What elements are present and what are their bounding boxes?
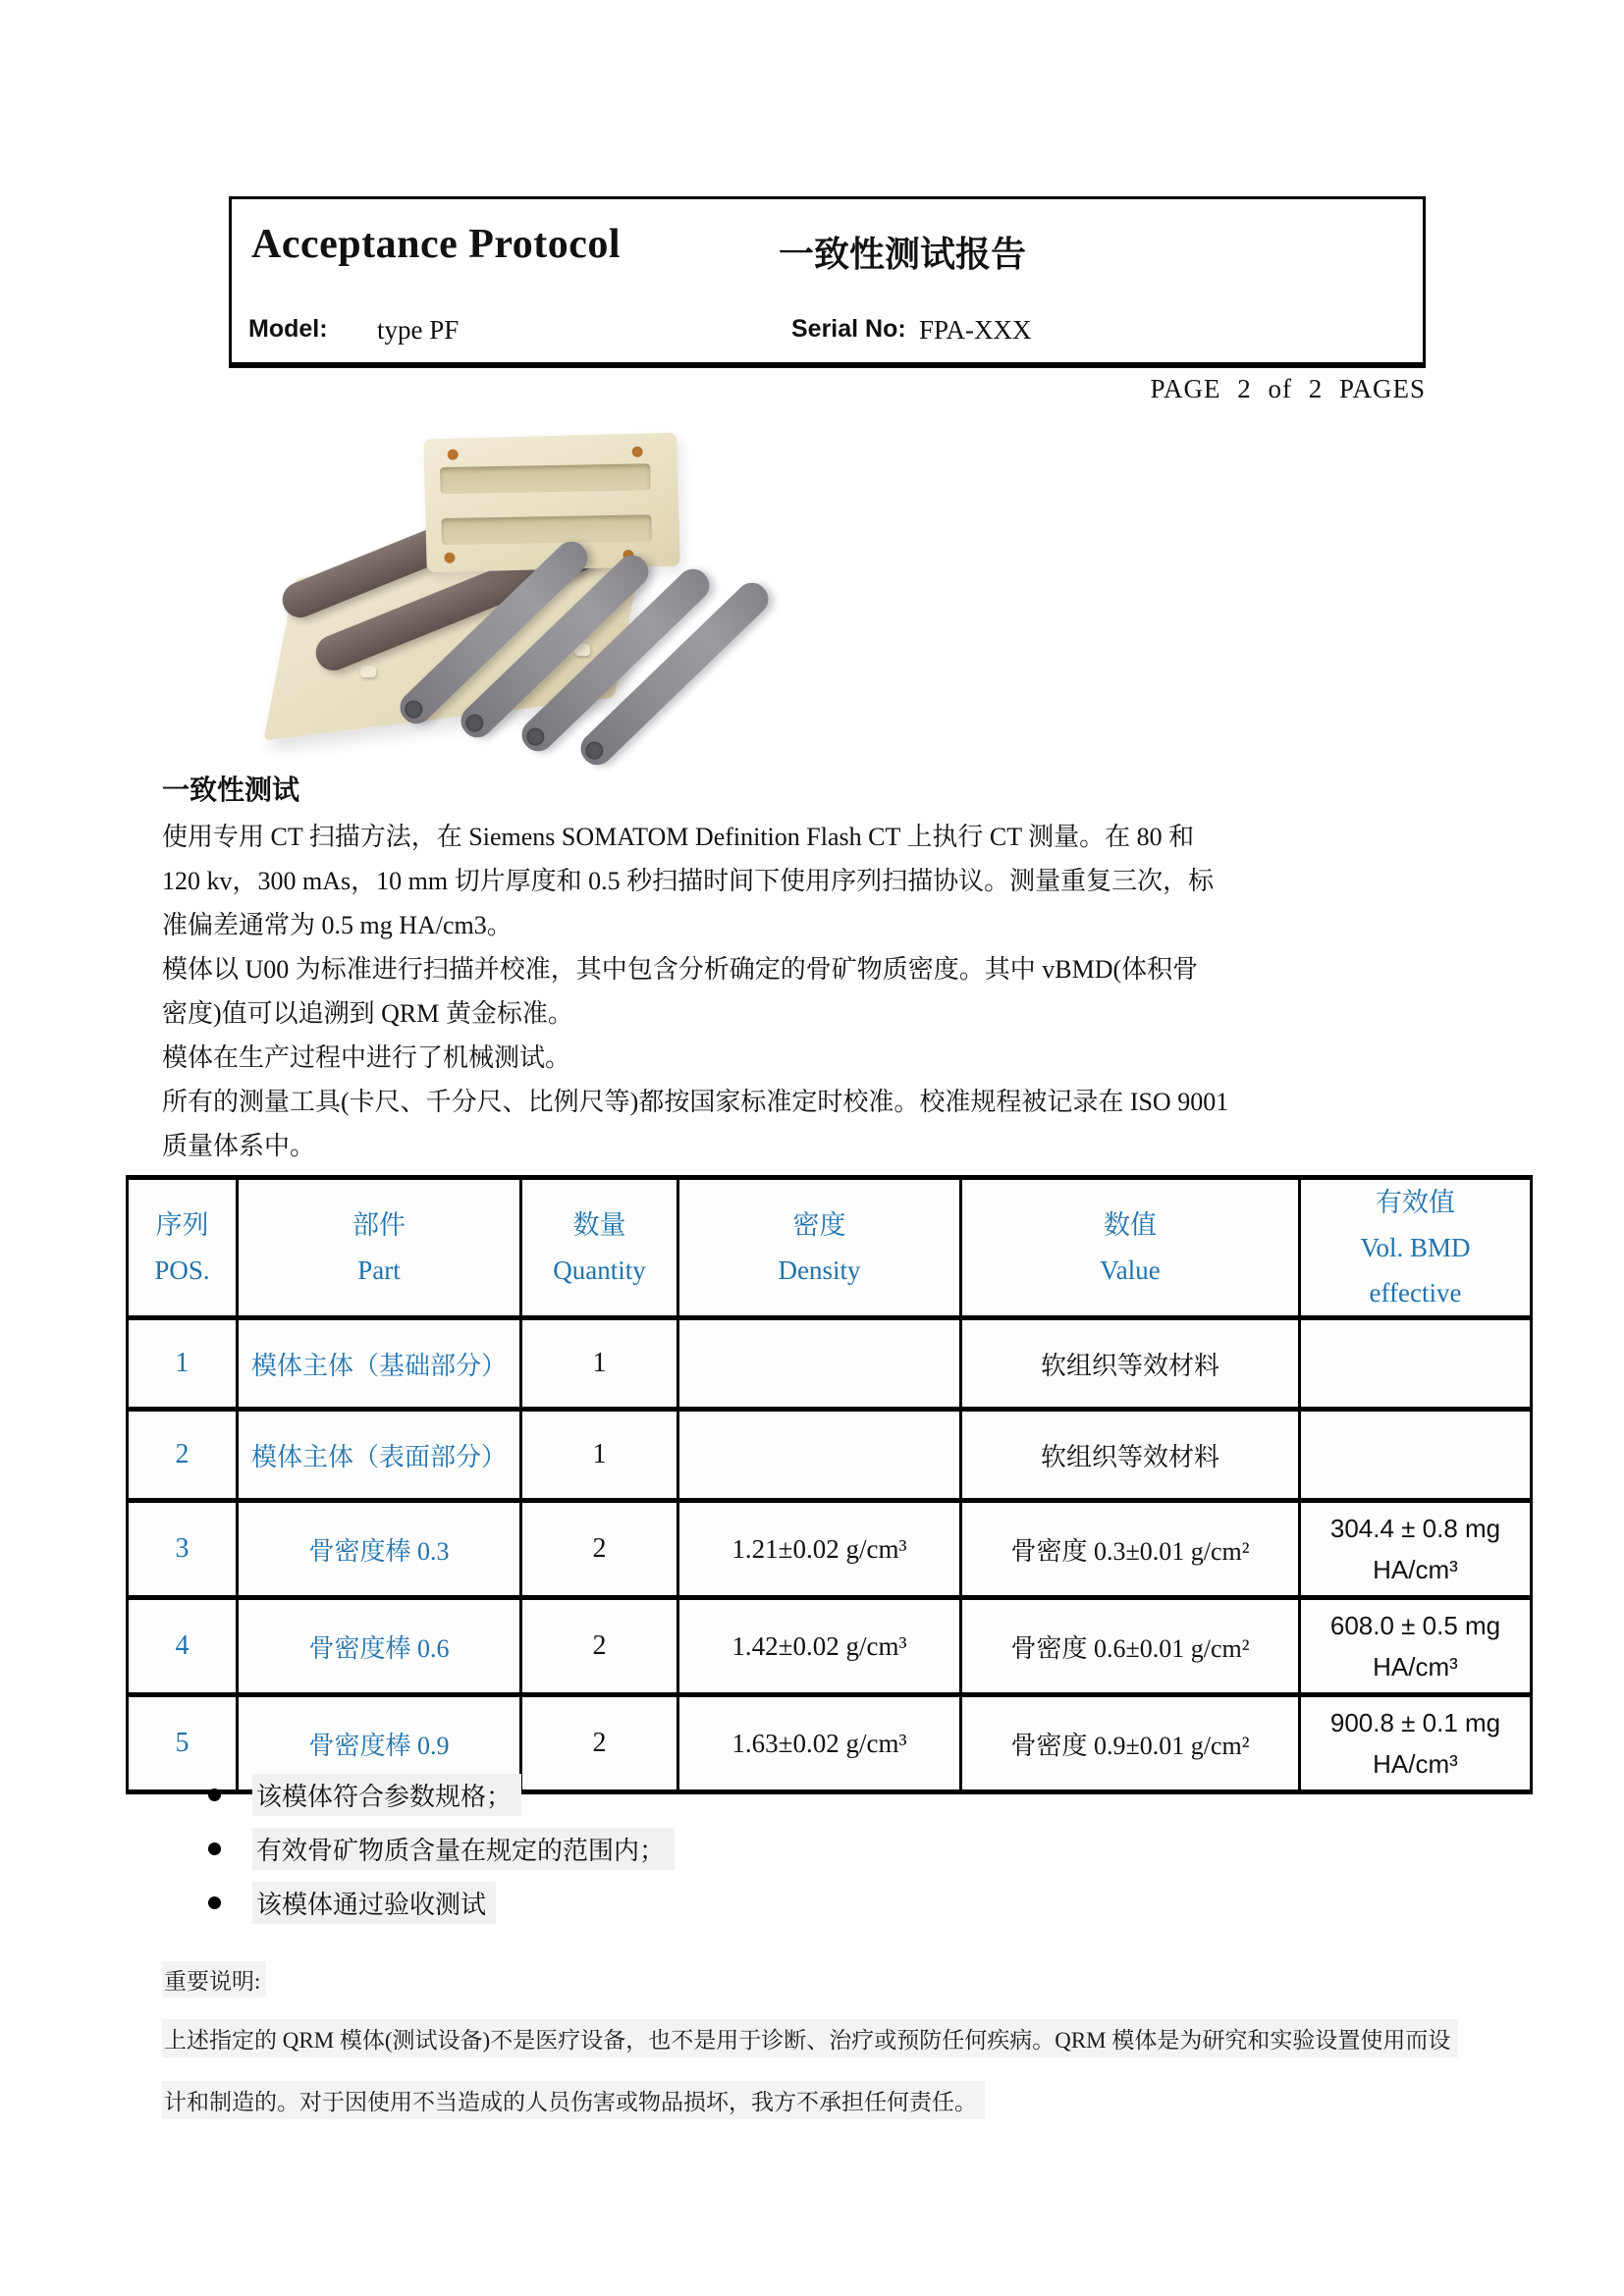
- cell-quantity: 1: [521, 1410, 678, 1501]
- bullet-dot-icon: [208, 1789, 221, 1801]
- cell-value: 软组织等效材料: [961, 1410, 1300, 1501]
- serial-number-label: Serial No:: [791, 315, 906, 343]
- model-serial-row: [232, 315, 1423, 348]
- body-paragraphs: [162, 815, 1478, 1168]
- body-line: 模体以 U00 为标准进行扫描并校准，其中包含分析确定的骨矿物质密度。其中 vBMD(体积骨: [162, 955, 1199, 984]
- cell-value: 骨密度 0.3±0.01 g/cm²: [961, 1501, 1300, 1598]
- serial-number-value: FPA-XXX: [919, 315, 1032, 345]
- disclaimer-line: 计和制造的。对于因使用不当造成的人员伤害或物品损坏，我方不承担任何责任。: [162, 2081, 985, 2119]
- phantom-top-block: [423, 433, 679, 573]
- cell-part: 模体主体（表面部分）: [238, 1410, 521, 1501]
- column-header-pos: 序列 POS.: [128, 1178, 238, 1318]
- cell-bmd: 900.8 ± 0.1 mg HA/cm³: [1300, 1695, 1532, 1792]
- cell-pos: 5: [128, 1695, 238, 1792]
- rod-bore-hole: [523, 724, 548, 749]
- model-label: Model:: [248, 315, 328, 343]
- bullet-item: 该模体符合参数规格；: [208, 1777, 675, 1812]
- phantom-peg: [360, 666, 376, 677]
- table-row: [128, 1318, 1532, 1410]
- conclusion-bullets: [208, 1777, 675, 1939]
- cell-part: 骨密度棒 0.9: [238, 1695, 521, 1792]
- body-line: 质量体系中。: [162, 1132, 316, 1160]
- cell-quantity: 2: [521, 1695, 678, 1792]
- table-header-row: [128, 1178, 1532, 1318]
- column-header-quantity: 数量 Quantity: [521, 1178, 678, 1318]
- cell-bmd: 608.0 ± 0.5 mg HA/cm³: [1300, 1598, 1532, 1695]
- cell-value: 骨密度 0.9±0.01 g/cm²: [961, 1695, 1300, 1792]
- body-line: 密度)值可以追溯到 QRM 黄金标准。: [162, 999, 573, 1028]
- document-title-en: Acceptance Protocol: [251, 222, 622, 267]
- cell-part: 骨密度棒 0.6: [238, 1598, 521, 1695]
- table-row: [128, 1598, 1532, 1695]
- phantom-photo: [162, 422, 712, 756]
- table-row: [128, 1501, 1532, 1598]
- bullet-item: 有效骨矿物质含量在规定的范围内；: [208, 1831, 675, 1866]
- disclaimer-line: 上述指定的 QRM 模体(测试设备)不是医疗设备，也不是用于诊断、治疗或预防任何疾病。QRM 模体是为研究和实验设置使用而设: [162, 2019, 1458, 2057]
- bullet-dot-icon: [208, 1896, 221, 1909]
- cell-bmd: [1300, 1410, 1532, 1501]
- cell-pos: 2: [128, 1410, 238, 1501]
- phantom-groove: [440, 463, 650, 494]
- bullet-dot-icon: [208, 1842, 221, 1855]
- model-value: type PF: [377, 315, 460, 345]
- cell-density: [678, 1410, 961, 1501]
- rod-bore-hole: [462, 711, 487, 735]
- phantom-screw-dot: [444, 553, 455, 563]
- body-line: 使用专用 CT 扫描方法，在 Siemens SOMATOM Definition Flash CT 上执行 CT 测量。在 80 和: [162, 823, 1195, 851]
- cell-bmd: [1300, 1318, 1532, 1410]
- page-count: PAGE 2 of 2 PAGES: [1150, 374, 1426, 403]
- phantom-screw-dot: [448, 449, 459, 459]
- cell-value: 软组织等效材料: [961, 1318, 1300, 1410]
- column-header-value: 数值 Value: [961, 1178, 1300, 1318]
- cell-quantity: 1: [521, 1318, 678, 1410]
- document-title-zh: 一致性测试报告: [779, 235, 1027, 274]
- cell-pos: 3: [128, 1501, 238, 1598]
- body-line: 120 kv，300 mAs，10 mm 切片厚度和 0.5 秒扫描时间下使用序列扫描协议。测量重复三次，标: [162, 867, 1215, 895]
- specification-table: [126, 1175, 1533, 1794]
- column-header-density: 密度 Density: [678, 1178, 961, 1318]
- cell-part: 模体主体（基础部分）: [238, 1318, 521, 1410]
- cell-quantity: 2: [521, 1501, 678, 1598]
- cell-density: 1.21±0.02 g/cm³: [678, 1501, 961, 1598]
- column-header-part: 部件 Part: [238, 1178, 521, 1318]
- bullet-item: 该模体通过验收测试: [208, 1885, 675, 1920]
- header-box: [229, 196, 1426, 368]
- cell-density: [678, 1318, 961, 1410]
- disclaimer-heading: 重要说明:: [162, 1961, 266, 1998]
- cell-pos: 4: [128, 1598, 238, 1695]
- body-line: 准偏差通常为 0.5 mg HA/cm3。: [162, 911, 513, 939]
- column-header-bmd: 有效值 Vol. BMD effective: [1300, 1178, 1532, 1318]
- table-row: [128, 1410, 1532, 1501]
- rod-bore-hole: [402, 697, 426, 721]
- phantom-screw-dot: [632, 447, 643, 457]
- section-heading: 一致性测试: [162, 775, 300, 806]
- cell-density: 1.42±0.02 g/cm³: [678, 1598, 961, 1695]
- phantom-groove: [442, 514, 652, 545]
- cell-value: 骨密度 0.6±0.01 g/cm²: [961, 1598, 1300, 1695]
- disclaimer: [162, 1961, 1458, 2143]
- body-line: 模体在生产过程中进行了机械测试。: [162, 1043, 571, 1072]
- rod-bore-hole: [582, 738, 607, 763]
- cell-quantity: 2: [521, 1598, 678, 1695]
- body-line: 所有的测量工具(卡尺、千分尺、比例尺等)都按国家标准定时校准。校准规程被记录在 ISO 9001: [162, 1088, 1229, 1116]
- cell-pos: 1: [128, 1318, 238, 1410]
- cell-part: 骨密度棒 0.3: [238, 1501, 521, 1598]
- cell-bmd: 304.4 ± 0.8 mg HA/cm³: [1300, 1501, 1532, 1598]
- cell-density: 1.63±0.02 g/cm³: [678, 1695, 961, 1792]
